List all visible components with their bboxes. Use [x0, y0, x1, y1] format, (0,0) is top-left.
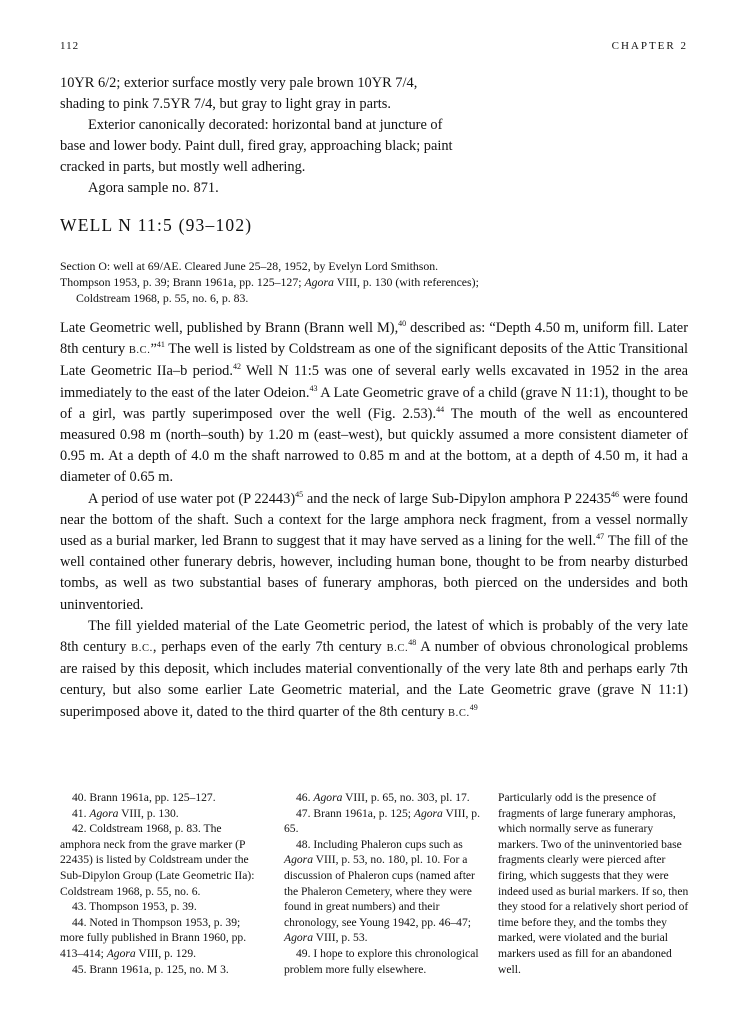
bib-text: Thompson 1953, p. 39; Brann 1961a, pp. 125–127;	[60, 275, 305, 289]
text-run: ”	[150, 341, 157, 358]
main-text	[60, 318, 688, 724]
entry-paragraph: 10YR 6/2; exterior surface mostly very pale brown 10YR 7/4, shading to pink 7.5YR 7/4, but gray to light gray in parts.	[60, 75, 418, 112]
section-location: Section O: well at 69/AE. Cleared June 25–28, 1952, by Evelyn Lord Smithson.	[60, 259, 439, 273]
footnote-ref: 41	[156, 340, 165, 350]
footnotes	[60, 790, 688, 1010]
footnote-italic: Agora	[89, 806, 119, 820]
footnote-ref: 44	[436, 405, 445, 415]
text-run: and the neck of large Sub-Dipylon amphora P 22435	[303, 490, 611, 507]
footnote-text: 43. Thompson 1953, p. 39.	[72, 900, 197, 914]
footnote	[60, 806, 260, 822]
footnote	[60, 915, 260, 962]
footnote-text: 42. Coldstream 1968, p. 83. The amphora neck from the grave marker (P 22435) is listed by Coldstream under the Sub-Dipylon Group (Late Geometric IIa): Coldstream 1968, p. 55, no. 6.	[60, 822, 255, 898]
text-run: The fill yielded material of the Late Geometric period, the latest of which is probably of the very late 8th century	[60, 617, 688, 656]
footnote-text: 48. Including Phaleron cups such as	[296, 837, 463, 851]
text-run: A period of use water pot (P 22443)	[88, 490, 296, 507]
text-run: were found near the bottom of the shaft. Such a context for the large amphora neck fragment, from a vessel normally used as a burial marker, led Brann to suggest that it may have served as a lining for the well.	[60, 490, 689, 550]
body-paragraph	[60, 318, 688, 489]
bib-italic: Agora	[304, 275, 334, 289]
footnote-ref: 47	[596, 532, 605, 542]
footnote-italic: Agora	[284, 853, 313, 867]
footnote	[284, 946, 480, 977]
footnote-column	[498, 790, 694, 977]
entry-paragraph: Agora sample no. 871.	[88, 180, 219, 196]
text-run: , perhaps even of the early 7th century	[152, 639, 387, 656]
era-abbrev: B.C.	[386, 643, 409, 655]
catalogue-entry-continuation	[60, 73, 465, 199]
text-run: A Late Geometric grave of a child (grave N 11:1), thought to be of a girl, was partly superimposed over the well (Fig. 2.53).	[60, 384, 689, 422]
section-metadata	[60, 258, 495, 306]
section-heading: WELL N 11:5 (93–102)	[60, 215, 253, 235]
footnote-text: 41.	[72, 806, 90, 820]
entry-paragraph: Exterior canonically decorated: horizontal band at juncture of base and lower body. Paint dull, fired gray, approaching black; paint cracked in parts, but mostly well adhering.	[60, 117, 453, 175]
footnote-text: VIII, p. 53.	[312, 931, 368, 945]
footnote	[60, 962, 260, 978]
text-run: The mouth of the well as encountered measured 0.98 m (north–south) by 1.20 m (east–west), but quickly assumed a more consistent diameter of 0.95 m. At a depth of 4.0 m the shaft narrowed to 0.85 m and at the bottom, at a depth of 4.50 m, it had a diameter of 0.65 m.	[60, 405, 688, 486]
footnote-text: 44. Noted in Thompson 1953, p. 39; more fully published in Brann 1960, pp. 413–414;	[60, 915, 247, 960]
footnote	[60, 821, 260, 899]
footnote-text: VIII, p. 130.	[118, 806, 179, 820]
text-run: The well is listed by Coldstream as one of the significant deposits of the Attic Transitional Late Geometric IIa–b period.	[60, 341, 688, 380]
footnote-italic: Agora	[284, 931, 313, 945]
era-abbrev: B.C.	[131, 643, 153, 655]
footnote-text: 45. Brann 1961a, p. 125, no. M 3.	[72, 962, 229, 976]
page-number: 112	[60, 40, 80, 52]
body-paragraph	[60, 489, 688, 616]
footnote	[60, 899, 260, 915]
footnote-text: 40. Brann 1961a, pp. 125–127.	[72, 791, 216, 804]
text-run: A number of obvious chronological problems are raised by this deposit, which includes material conventionally of the very late 8th and perhaps early 7th century, but also some earlier Late Geometric material, and the Late Geometric grave (grave N 11:1) superimposed above it, dated to the third quarter of the 8th century	[60, 639, 689, 720]
footnote-continuation: Particularly odd is the presence of fragments of large funerary amphoras, which normally serve as funerary markers. Two of the uninventoried base fragments clearly were pierced after firing, which suggests that they were indeed used as burial markers. If so, then they stood for a relatively short period of time before they, and the tombs they marked, were violated and the burial markers used as fill for an abandoned well.	[498, 791, 689, 976]
running-head	[60, 40, 688, 56]
text-run: Late Geometric well, published by Brann (Brann well M),	[60, 320, 399, 336]
footnote-italic: Agora	[413, 806, 443, 820]
footnote-text: VIII, p. 129.	[135, 946, 197, 960]
footnote-column	[284, 790, 480, 977]
section-bibliography	[60, 274, 495, 306]
footnote-ref: 42	[232, 362, 241, 372]
footnote	[284, 837, 480, 946]
text-run: Well N 11:5 was one of several early wells excavated in 1952 in the area immediately to the east of the later Odeion.	[60, 363, 689, 401]
bib-text: VIII, p. 130 (with references); Coldstream 1968, p. 55, no. 6, p. 83.	[76, 275, 479, 305]
text-run: described as: “Depth 4.50 m, uniform fill. Later 8th century	[60, 320, 688, 358]
footnote-italic: Agora	[313, 791, 343, 804]
footnote-text: 49. I hope to explore this chronological problem more fully elsewhere.	[284, 946, 479, 976]
footnote-column	[60, 790, 260, 977]
text-run: The fill of the well contained other funerary debris, however, including human bone, thought to be from nearby disturbed tombs, as well as two substantial bases of funerary amphoras, both pierced on the undersides and both uninventoried.	[60, 533, 688, 613]
footnote-ref: 49	[469, 702, 478, 712]
era-abbrev: B.C.	[128, 345, 151, 357]
footnote	[284, 806, 480, 837]
footnote	[284, 790, 480, 806]
era-abbrev: B.C.	[448, 707, 470, 719]
footnote-text: VIII, p. 53, no. 180, pl. 10. For a discussion of Phaleron cups (named after the Phaleron Cemetery, where they were found in great numbers) and their chronology, see Young 1942, pp. 46–47;	[284, 853, 475, 929]
footnote-ref: 45	[295, 489, 304, 499]
footnote	[60, 790, 260, 806]
footnote-text: 47. Brann 1961a, p. 125;	[296, 806, 414, 820]
footnote-ref: 40	[398, 319, 407, 329]
chapter-label: CHAPTER 2	[611, 40, 688, 52]
footnote-ref: 48	[408, 638, 417, 648]
footnote-italic: Agora	[106, 946, 136, 960]
footnote-text: VIII, p. 65, no. 303, pl. 17.	[342, 791, 470, 804]
footnote-text: 46.	[296, 791, 314, 804]
footnote-ref: 43	[309, 383, 318, 393]
footnote-ref: 46	[610, 489, 619, 499]
footnote-text: VIII, p. 65.	[284, 806, 480, 836]
body-paragraph	[60, 616, 688, 724]
